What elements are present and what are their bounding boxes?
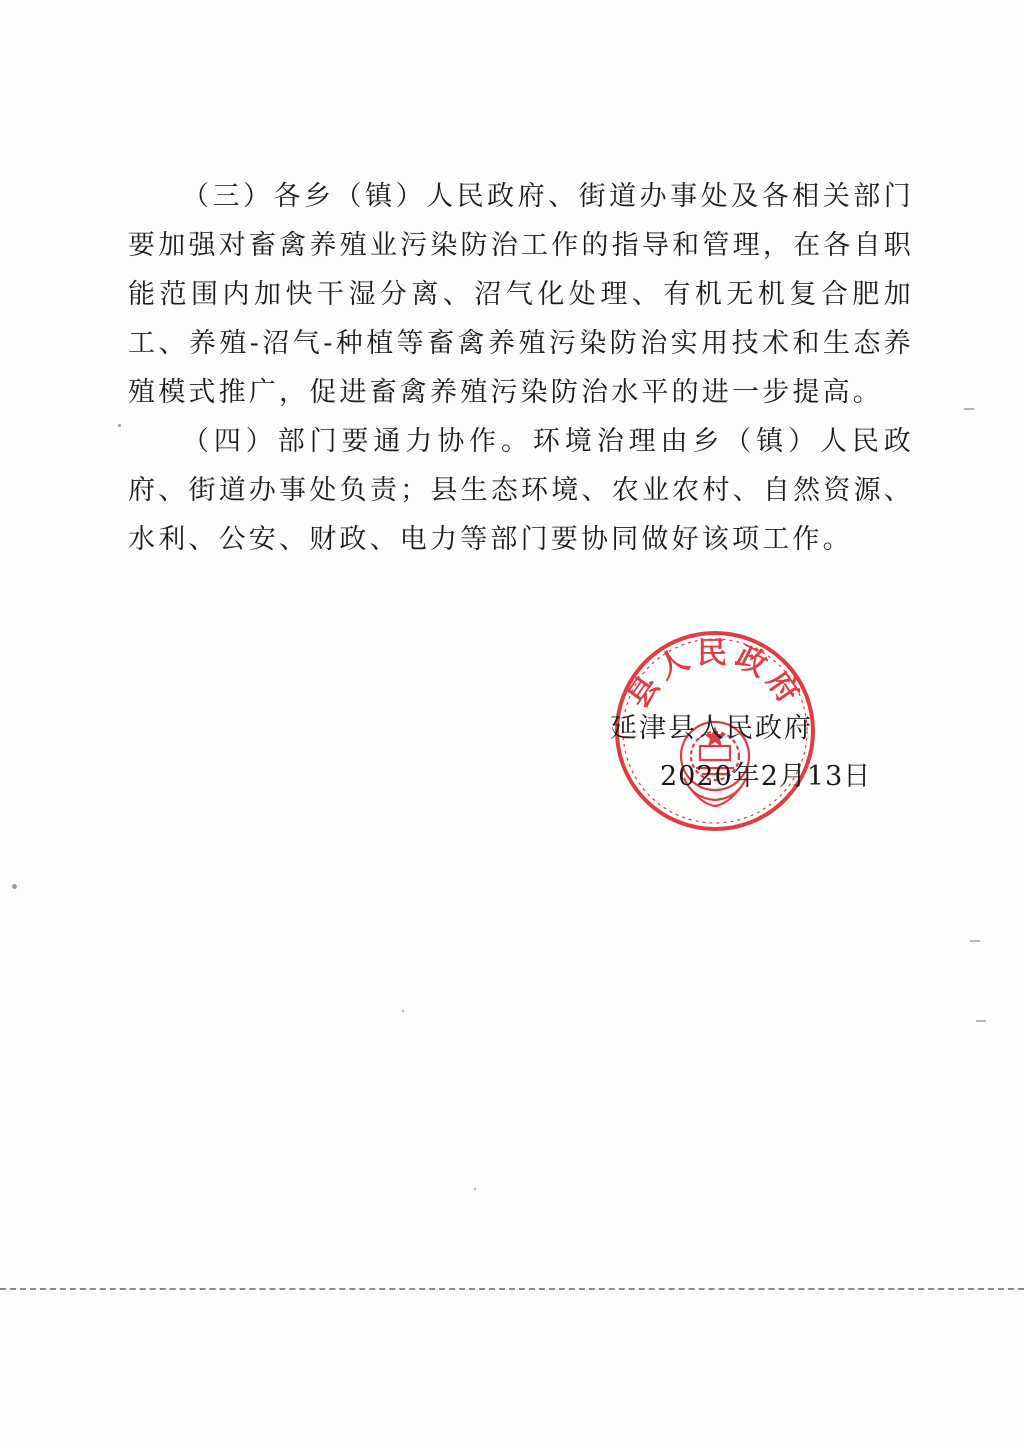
scan-edge-mark — [970, 940, 980, 942]
scan-speck — [118, 424, 121, 427]
scan-speck — [402, 1010, 404, 1012]
svg-text:县人民政府 — [621, 636, 809, 714]
scan-edge-mark — [964, 408, 974, 410]
document-body — [128, 172, 914, 564]
paragraph-four: （四）部门要通力协作。环境治理由乡（镇）人民政府、街道办事处负责；县生态环境、农业农村、自然资源、水利、公安、财政、电力等部门要协同做好该项工作。 — [128, 426, 914, 555]
scan-edge-mark — [976, 1020, 986, 1022]
scan-speck — [12, 884, 17, 889]
paragraph-three: （三）各乡（镇）人民政府、街道办事处及各相关部门要加强对畜禽养殖业污染防治工作的指导和管理，在各自职能范围内加快干湿分离、沼气化处理、有机无机复合肥加工、养殖-沼气-种植等畜禽养殖污染防治实用技术和生态养殖模式推广，促进畜禽养殖污染防治水平的进一步提高。 — [128, 181, 914, 408]
seal-text: 县人民政府 — [621, 636, 809, 715]
scan-speck — [474, 1188, 476, 1190]
fold-line — [0, 1288, 1024, 1291]
issuing-organization: 延津县人民政府 — [610, 713, 813, 744]
issue-date: 2020年2月13日 — [660, 761, 872, 792]
